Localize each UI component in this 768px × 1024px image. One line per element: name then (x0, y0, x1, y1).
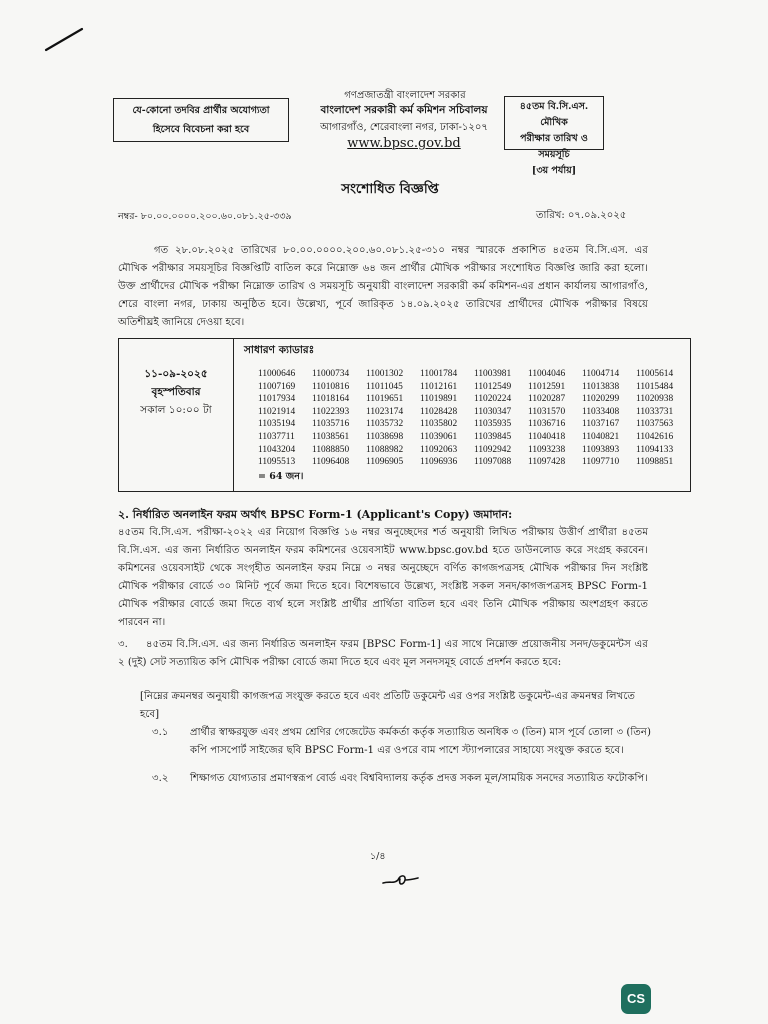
memo-number: নম্বর- ৮০.০০.০০০০.২০০.৬০.০৮১.২৫-৩৩৯ (118, 211, 292, 222)
item-number: ৩.২ (152, 773, 169, 784)
cadre-label: সাধারণ ক্যাডারঃ (244, 344, 315, 356)
registration-number: 11011045 (366, 381, 403, 392)
registration-number: 11012549 (474, 381, 512, 392)
registration-number: 11040821 (582, 431, 620, 442)
registration-number: 11093893 (582, 444, 620, 455)
registration-number: 11003981 (474, 369, 512, 379)
warning-line-1: যে-কোনো তদবির প্রার্থীর অযোগ্যতা (132, 105, 270, 116)
registration-number: 11097710 (582, 457, 620, 468)
registration-number: 11092942 (474, 444, 512, 455)
registration-number: 11093238 (528, 444, 566, 455)
schedule-date-cell (119, 339, 234, 492)
registration-number: 11004714 (582, 369, 620, 379)
registration-number: 11020299 (582, 394, 620, 405)
section-2-heading: ২. নির্ধারিত অনলাইন ফরম অর্থাৎ BPSC Form-1 (Applicant's Copy) জমাদান: (118, 508, 513, 521)
registration-number: 11023174 (366, 406, 404, 417)
registration-number: 11098851 (636, 457, 674, 468)
organization-address: আগারগাঁও, শেরেবাংলা নগর, ঢাকা-১২০৭ (320, 122, 488, 133)
registration-number: 11012161 (420, 381, 458, 392)
item-text: প্রার্থীর স্বাক্ষরযুক্ত এবং প্রথম শ্রেণির গেজেটেড কর্মকর্তা কর্তৃক সত্যায়িত অনধিক ৩ (তিন) মাস পূর্বে তোলা ৩ (তিন) কপি পাসপোর্ট সাইজের ছবি BPSC Form-1 এর ওপরে বাম পাশে স্ট্যাপলারের সাহায্যে সংযুক্ত করতে হবে। (190, 727, 651, 756)
registration-number: 11028428 (420, 406, 458, 417)
schedule-table (118, 338, 691, 492)
registration-number: 11035935 (474, 419, 512, 430)
registration-number: 11019891 (420, 394, 458, 405)
registration-number: 11097088 (474, 457, 512, 468)
registration-number: 11037563 (636, 419, 674, 430)
registration-number: 11031570 (528, 406, 566, 417)
registration-number: 11020938 (636, 394, 674, 405)
registration-number: 11096408 (312, 457, 350, 468)
registration-number: 11038698 (366, 431, 404, 442)
page-number: ১/৪ (370, 851, 386, 862)
registration-number: 11036716 (528, 419, 566, 430)
organization-name: বাংলাদেশ সরকারী কর্ম কমিশন সচিবালয় (320, 104, 488, 116)
warning-line-2: হিসেবে বিবেচনা করা হবে (152, 124, 250, 135)
registration-number: 11001302 (366, 369, 404, 379)
registration-number: 11040418 (528, 431, 566, 442)
exam-box-line-1: ৪৫তম বি.সি.এস. মৌখিক (519, 101, 589, 128)
organization-website: www.bpsc.gov.bd (347, 136, 461, 151)
registration-number: 11020287 (528, 394, 566, 405)
registration-number: 11095513 (258, 457, 296, 468)
signature-mark (380, 868, 420, 890)
registration-number: 11005614 (636, 369, 674, 379)
schedule-day: বৃহস্পতিবার (151, 386, 201, 398)
registration-number: 11020224 (474, 394, 512, 405)
government-name: গণপ্রজাতন্ত্রী বাংলাদেশ সরকার (344, 90, 466, 101)
registration-number: 11013838 (582, 381, 620, 392)
registration-number: 11094133 (636, 444, 674, 455)
registration-number: 11015484 (636, 381, 674, 392)
item-3-1 (152, 724, 652, 760)
registration-number: 11035716 (312, 419, 350, 430)
registration-number: 11004046 (528, 369, 566, 379)
exam-schedule-box (504, 96, 604, 176)
registration-number: 11043204 (258, 444, 296, 455)
notice-title: সংশোধিত বিজ্ঞপ্তি (341, 181, 439, 197)
registration-number: 11088850 (312, 444, 350, 455)
section-3-number: ৩. (118, 639, 128, 650)
registration-number: 11018164 (312, 394, 350, 405)
registration-number: 11030347 (474, 406, 512, 417)
registration-number: 11000646 (258, 369, 296, 379)
total-count: = 64 জন। (258, 470, 304, 482)
registration-number: 11097428 (528, 457, 566, 468)
registration-number: 11000734 (312, 369, 350, 379)
registration-number: 11096905 (366, 457, 404, 468)
registration-number: 11033408 (582, 406, 620, 417)
registration-number: 11010816 (312, 381, 350, 392)
registration-number: 11035802 (420, 419, 458, 430)
registration-cell (234, 339, 691, 492)
registration-number: 11017934 (258, 394, 296, 405)
registration-number: 11037167 (582, 419, 620, 430)
registration-number: 11021914 (258, 406, 296, 417)
registration-number: 11038561 (312, 431, 350, 442)
item-number: ৩.১ (152, 727, 169, 738)
registration-number: 11019651 (366, 394, 404, 405)
registration-number: 11037711 (258, 431, 295, 442)
intro-paragraph: গত ২৮.০৮.২০২৫ তারিখের ৮০.০০.০০০০.২০০.৬০.০৮১.২৫-৩১০ নম্বর স্মারকে প্রকাশিত ৪৫তম বি.সি.এস. এর মৌখিক পরীক্ষার সময়সূচির বিজ্ঞপ্তিটি বাতিল করে নিম্নোক্ত ৬৪ জন প্রার্থীর মৌখিক পরীক্ষার সংশোধিত বিজ্ঞপ্তি জারি করা হলো। উক্ত প্রার্থীদের মৌখিক পরীক্ষা নিম্নোক্ত তারিখ ও সময়সূচি অনুযায়ী বাংলাদেশ সরকারী কর্ম কমিশন-এর প্রধান কার্যালয় আগারগাঁও, শেরে বাংলা নগর, ঢাকায় অনুষ্ঠিত হবে। উল্লেখ্য, পূর্বে জারিকৃত ১৪.০৯.২০২৫ তারিখের প্রার্থীদের মৌখিক পরীক্ষার বিষয়ে অতিশীঘ্রই জানিয়ে দেওয়া হবে। (118, 245, 648, 328)
schedule-date: ১১-০৯-২০২৫ (144, 368, 208, 380)
schedule-time: সকাল ১০:০০ টা (140, 404, 212, 416)
section-3-paragraph (118, 636, 648, 672)
registration-number: 11096936 (420, 457, 458, 468)
registration-number: 11088982 (366, 444, 404, 455)
registration-number: 11035732 (366, 419, 404, 430)
section-3-note: [নিম্নের ক্রমনম্বর অনুযায়ী কাগজপত্র সংযুক্ত করতে হবে এবং প্রতিটি ডকুমেন্ট এর ওপর সংশ্লিষ্ট ডকুমেন্ট-এর ক্রমনম্বর লিখতে হবে] (140, 691, 636, 720)
registration-grid (258, 368, 684, 469)
registration-number: 11022393 (312, 406, 350, 417)
exam-box-line-3: [৩য় পর্যায়] (531, 165, 577, 176)
registration-number: 11001784 (420, 369, 458, 379)
registration-number: 11033731 (636, 406, 674, 417)
exam-box-line-2: পরীক্ষার তারিখ ও সময়সূচি (520, 133, 588, 160)
registration-number: 11039845 (474, 431, 512, 442)
camscanner-badge: CS (621, 984, 651, 1014)
section-3-body: ৪৫তম বি.সি.এস. এর জন্য নির্ধারিত অনলাইন ফরম [BPSC Form-1] এর সাথে নিম্নোক্ত প্রয়োজনীয় সনদ/ডকুমেন্টস এর ২ (দুই) সেট সত্যায়িত কপি মৌখিক পরীক্ষা বোর্ডে জমা দিতে হবে এবং মূল সনদসমূহ বোর্ডে প্রদর্শন করতে হবে: (118, 639, 648, 668)
notice-date: তারিখ: ০৭.০৯.২০২৫ (536, 210, 627, 221)
registration-number: 11039061 (420, 431, 458, 442)
registration-number: 11092063 (420, 444, 458, 455)
item-text: শিক্ষাগত যোগ্যতার প্রমাণস্বরূপ বোর্ড এবং বিশ্ববিদ্যালয় কর্তৃক প্রদত্ত সকল মূল/সাময়িক সনদের সত্যায়িত ফটোকপি। (190, 773, 648, 784)
item-3-2 (152, 770, 652, 788)
registration-number: 11007169 (258, 381, 296, 392)
registration-number: 11012591 (528, 381, 566, 392)
registration-number: 11035194 (258, 419, 296, 430)
registration-number: 11042616 (636, 431, 674, 442)
warning-box (113, 98, 289, 142)
pen-stroke-mark (44, 26, 84, 52)
section-2-body: ৪৫তম বি.সি.এস. পরীক্ষা-২০২২ এর নিয়োগ বিজ্ঞপ্তি ১৬ নম্বর অনুচ্ছেদের শর্ত অনুযায়ী লিখিত পরীক্ষায় উত্তীর্ণ প্রার্থীরা ৪৫তম বি.সি.এস. এর জন্য নির্ধারিত অনলাইন ফরম কমিশনের ওয়েবসাইট www.bpsc.gov.bd হতে ডাউনলোড করে সংগ্রহ করবেন। কমিশনের ওয়েবসাইট থেকে সংগৃহীত অনলাইন ফরম নিম্নে ৩ নম্বর অনুচ্ছেদে বর্ণিত কাগজপত্রসহ মৌখিক পরীক্ষার দিন সংশ্লিষ্ট মৌখিক পরীক্ষার বোর্ডে ৩০ মিনিট পূর্বে জমা দিতে হবে। বিশেষভাবে উল্লেখ্য, সংশ্লিষ্ট সকল সনদ/কাগজপত্রসহ BPSC Form-1 মৌখিক পরীক্ষার বোর্ডে জমা দিতে ব্যর্থ হলে সংশ্লিষ্ট প্রার্থীর প্রার্থিতা বাতিল হবে এবং তিনি মৌখিক পরীক্ষায় অংশগ্রহণ করতে পারবেন না। (118, 527, 648, 628)
